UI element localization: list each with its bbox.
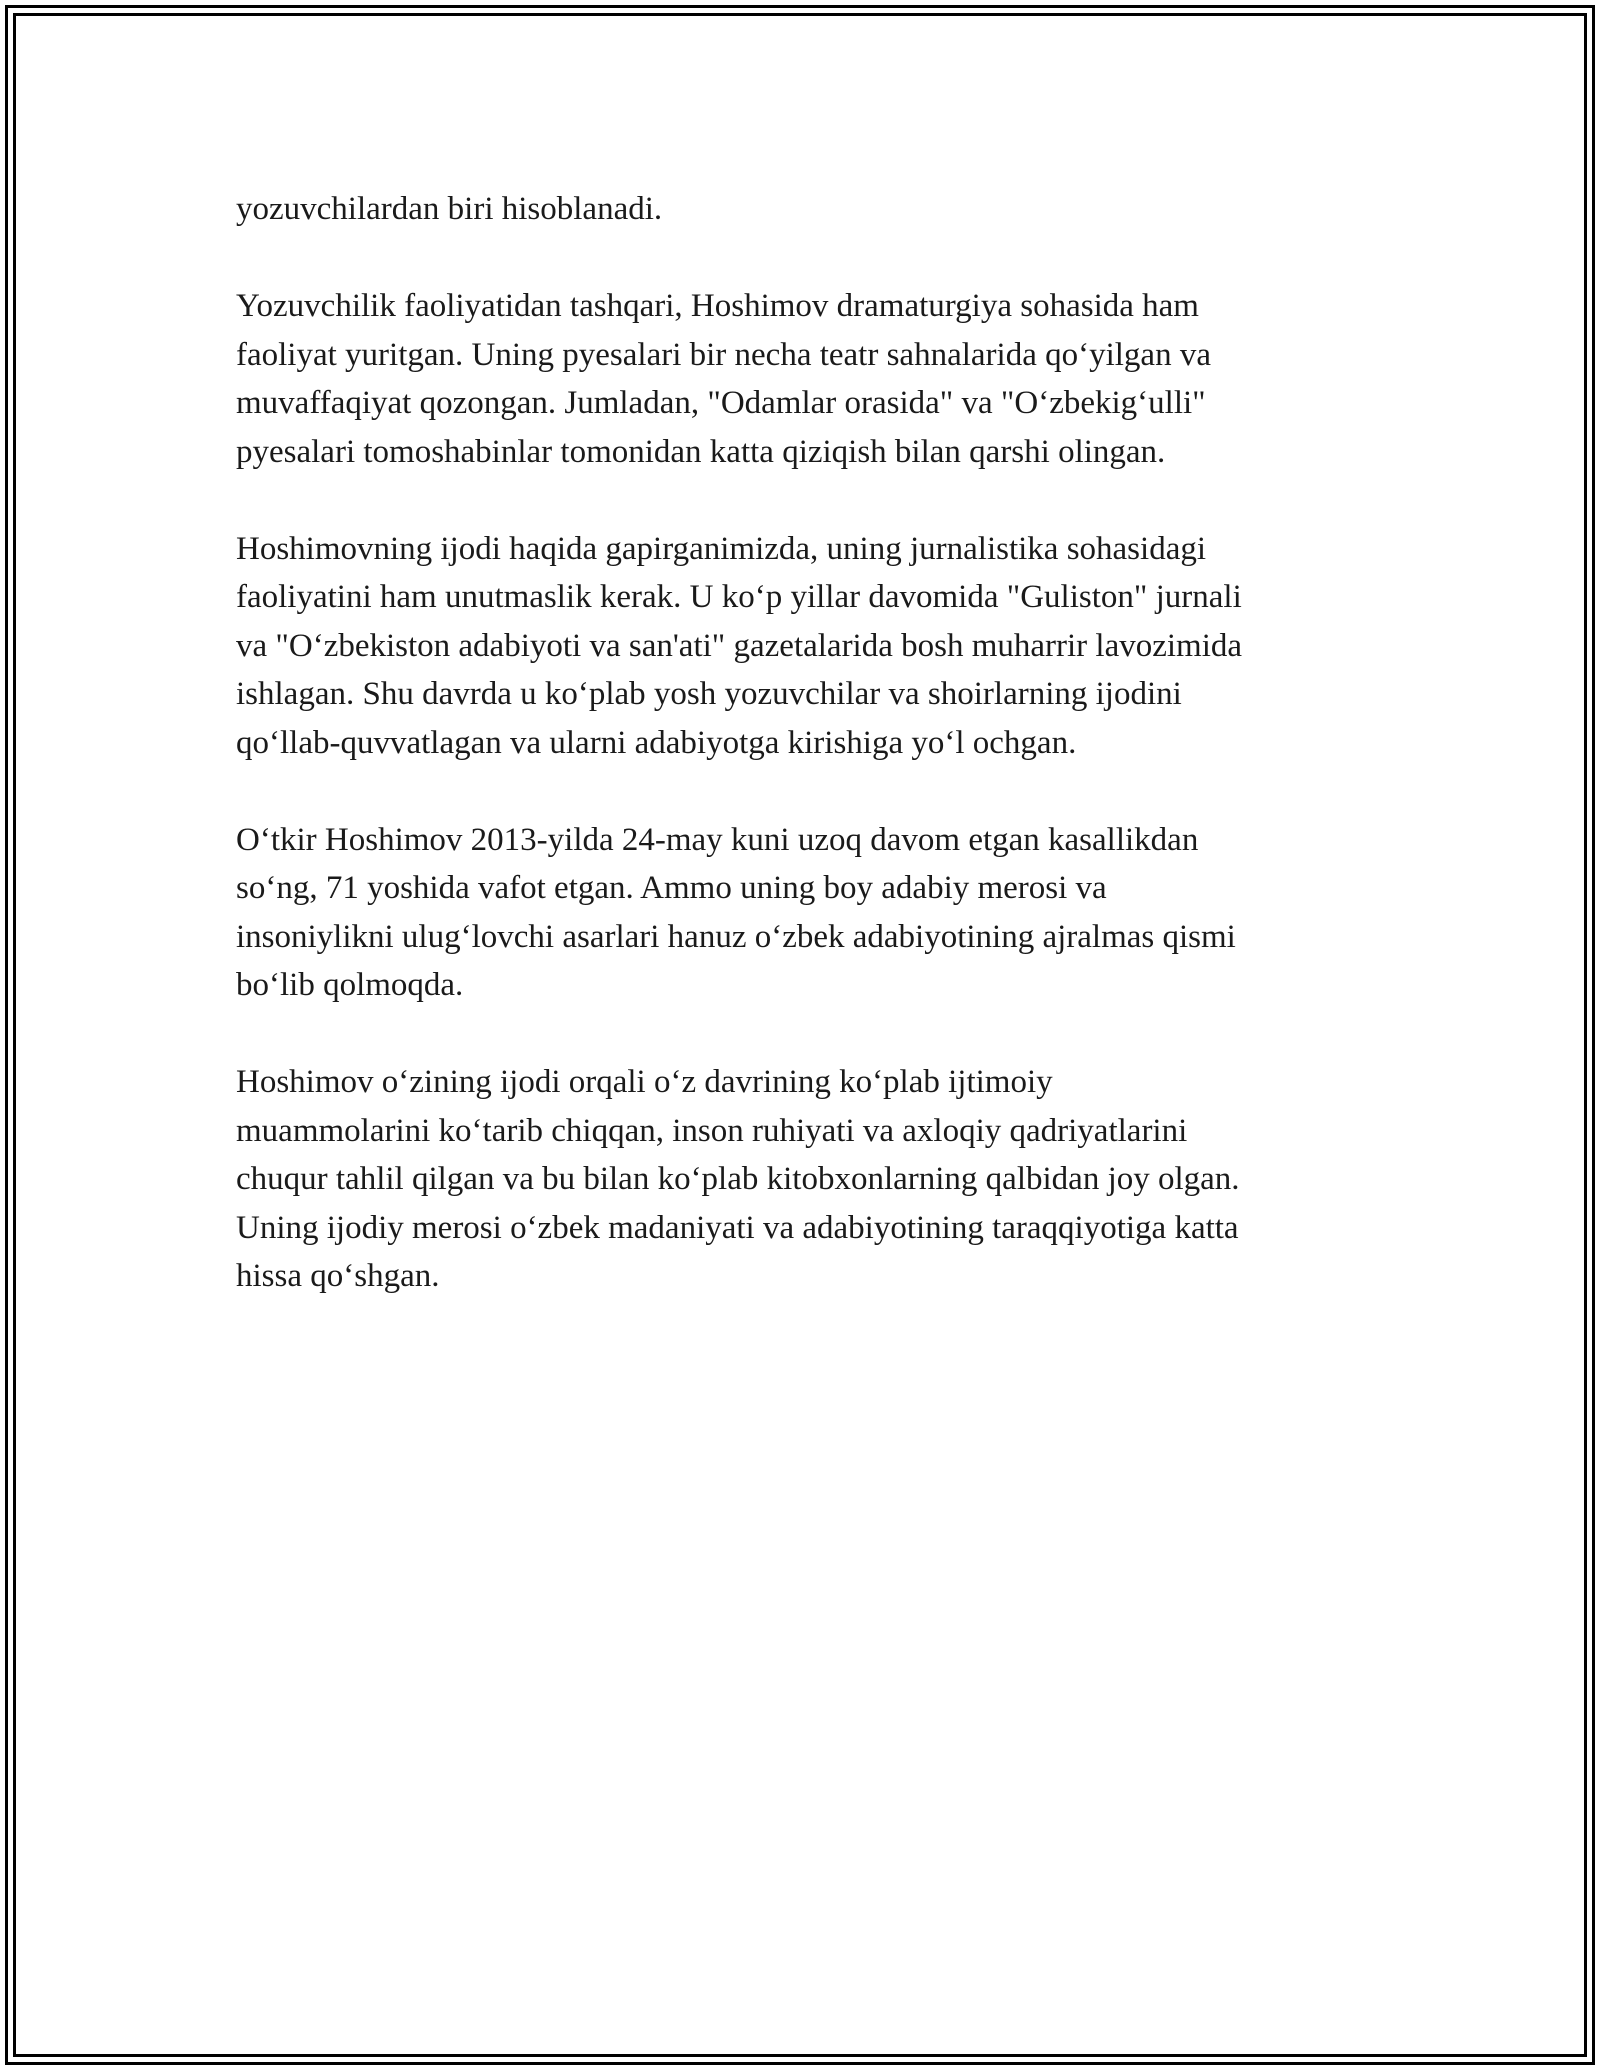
document-body bbox=[236, 185, 1376, 1349]
paragraph-3: Hoshimovning ijodi haqida gapirganimizda, uning jurnalistika sohasidagi faoliyatini ham unutmaslik kerak. U ko‘p yillar davomida "Guliston" jurnali va "O‘zbekiston adabiyoti va san'ati" gazetalarida bosh muharrir lavozimida ishlagan. Shu davrda u ko‘plab yosh yozuvchilar va shoirlarning ijodini qo‘llab-quvvatlagan va ularni adabiyotga kirishiga yo‘l ochgan. bbox=[236, 530, 1243, 761]
paragraph-5: Hoshimov o‘zining ijodi orqali o‘z davrining ko‘plab ijtimoiy muammolarini ko‘tarib chiqqan, inson ruhiyati va axloqiy qadriyatlarini chuqur tahlil qilgan va bu bilan ko‘plab kitobxonlarning qalbidan joy olgan. Uning ijodiy merosi o‘zbek madaniyati va adabiyotining taraqqiyotiga katta hissa qo‘shgan. bbox=[236, 1064, 1240, 1294]
paragraph-4: O‘tkir Hoshimov 2013-yilda 24-may kuni uzoq davom etgan kasallikdan so‘ng, 71 yoshida vafot etgan. Ammo uning boy adabiy merosi va insoniylikni ulug‘lovchi asarlari hanuz o‘zbek adabiyotining ajralmas qismi bo‘lib qolmoqda. bbox=[236, 821, 1236, 1003]
paragraph-2: Yozuvchilik faoliyatidan tashqari, Hoshimov dramaturgiya sohasida ham faoliyat yuritgan. Uning pyesalari bir necha teatr sahnalarida qo‘yilgan va muvaffaqiyat qozongan. Jumladan, "Odamlar orasida" va "O‘zbekig‘ulli" pyesalari tomoshabinlar tomonidan katta qiziqish bilan qarshi olingan. bbox=[236, 288, 1211, 470]
paragraph-1: yozuvchilardan biri hisoblanadi. bbox=[236, 191, 663, 227]
